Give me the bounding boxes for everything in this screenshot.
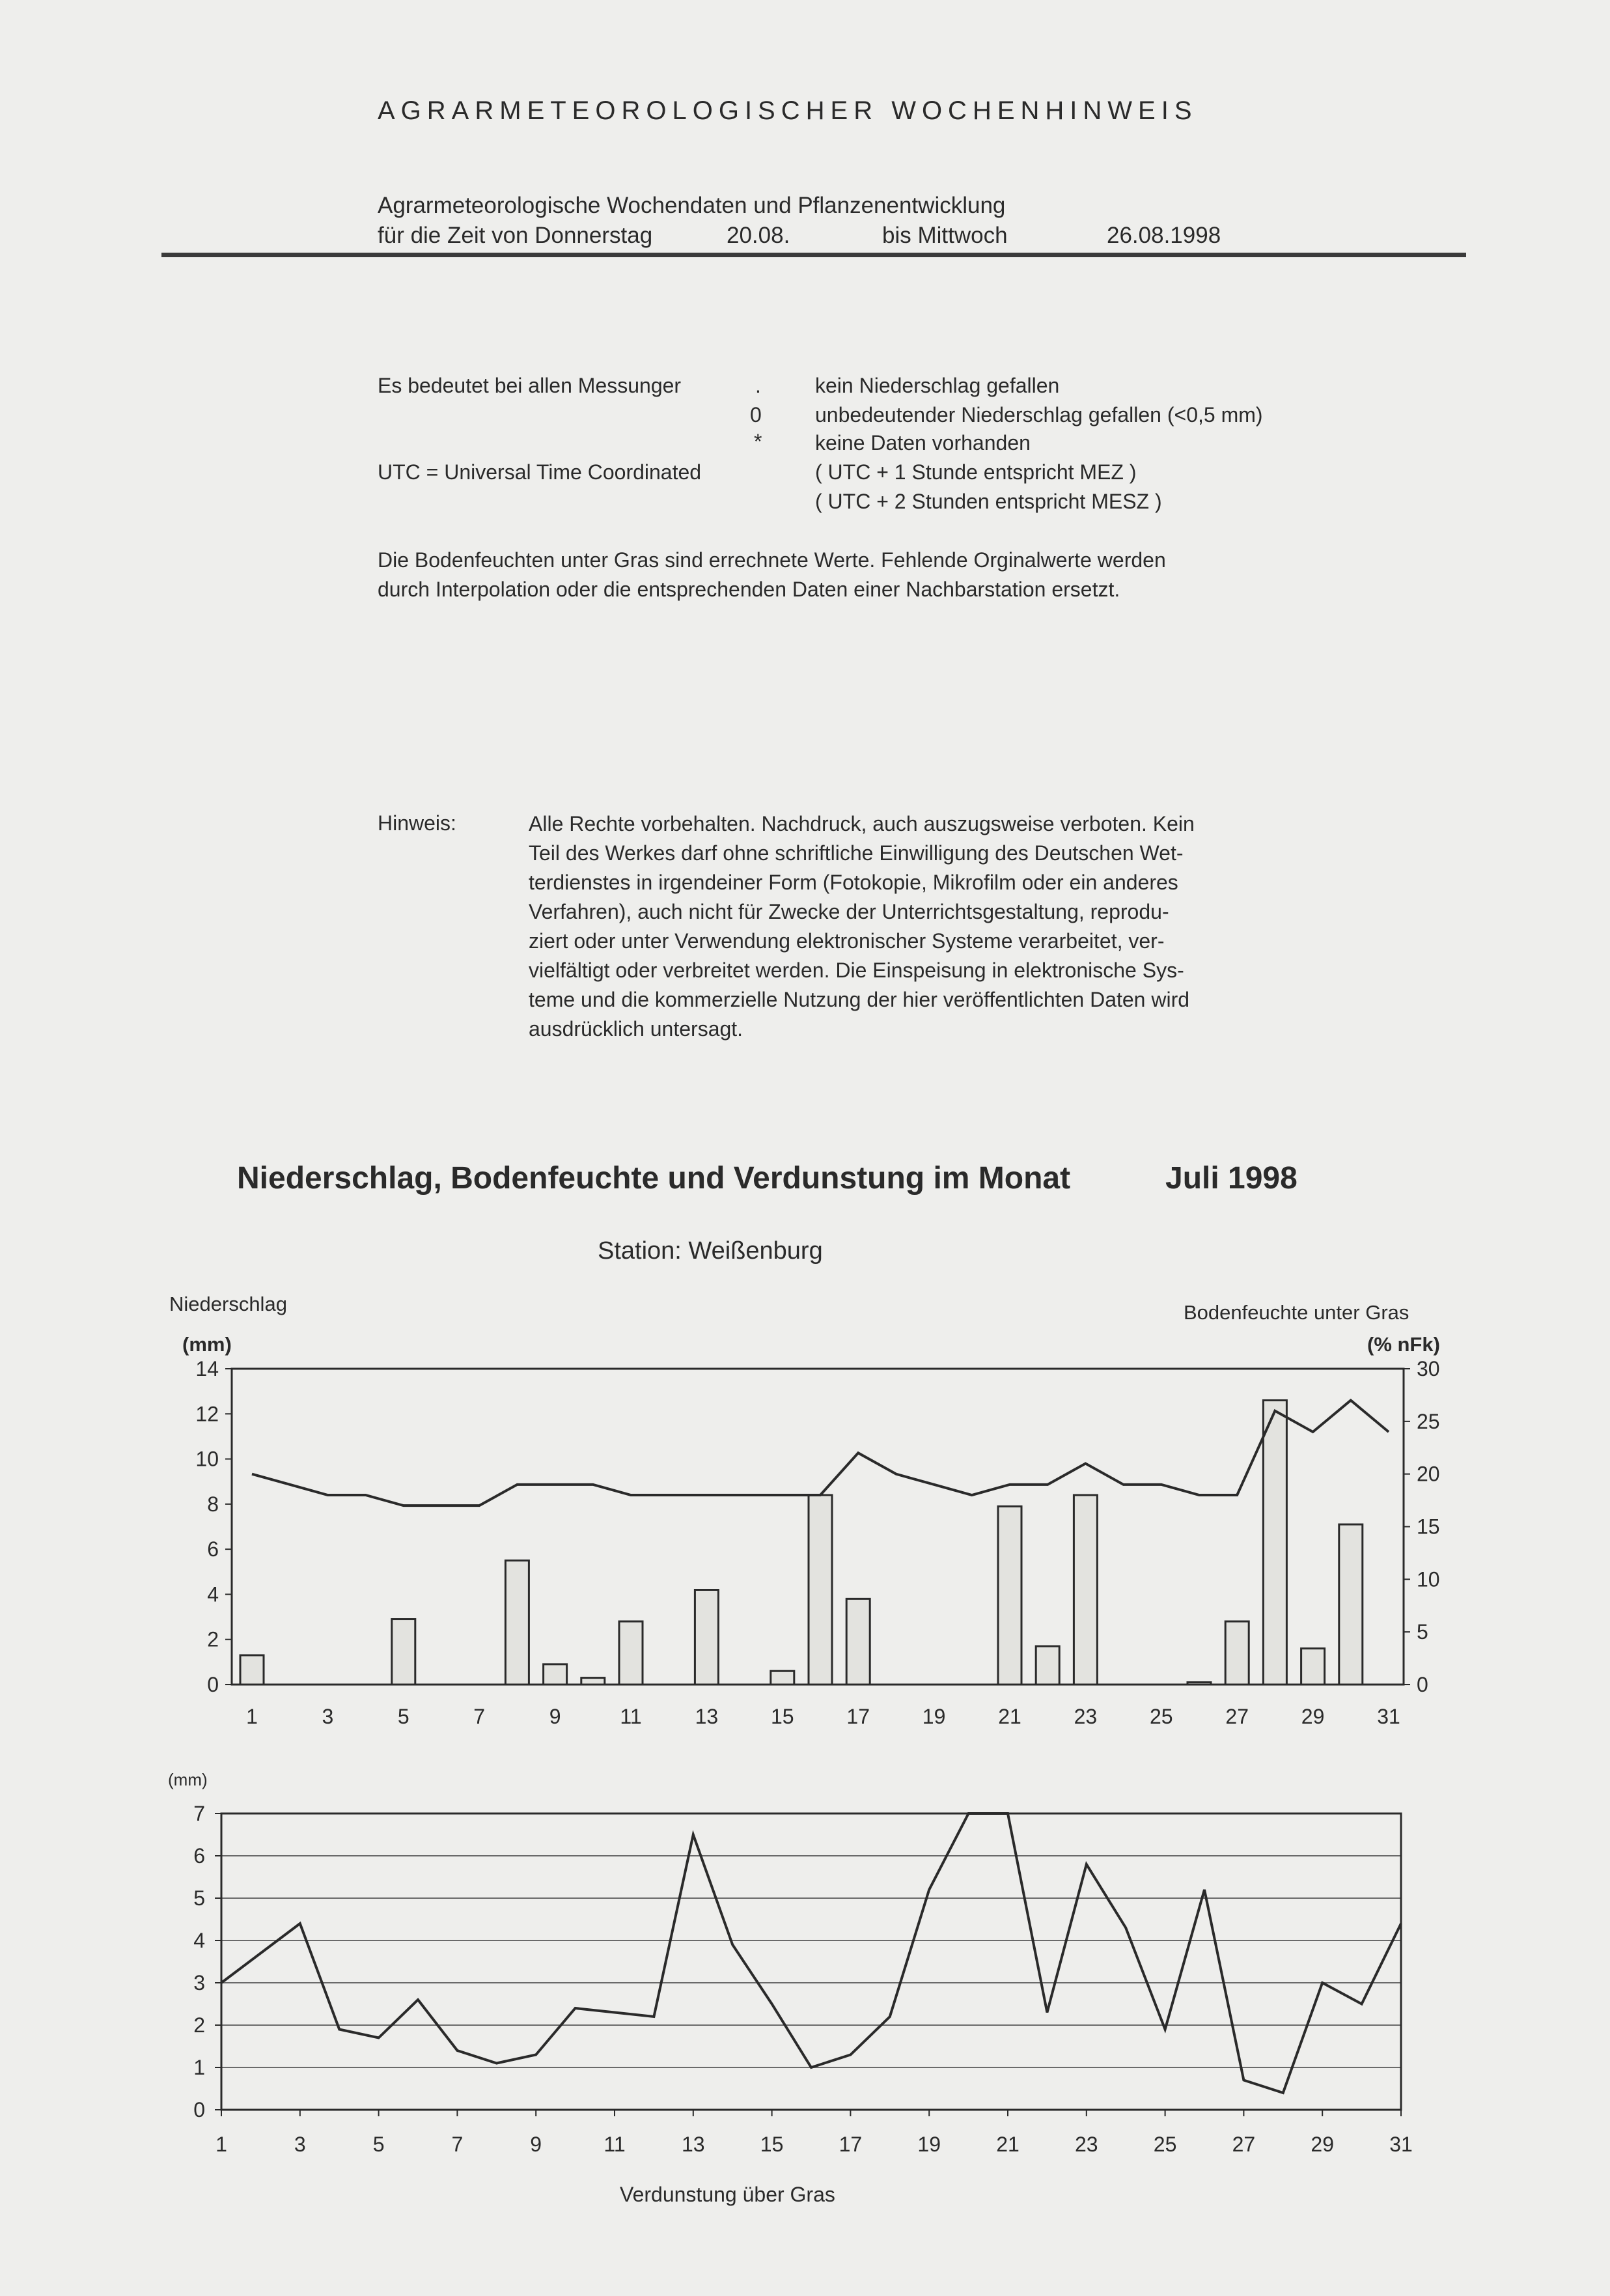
x-tick-label: 7 bbox=[451, 2133, 464, 2156]
hinweis-label: Hinweis: bbox=[378, 811, 456, 835]
precip-bar bbox=[1074, 1495, 1097, 1685]
x-tick-label: 27 bbox=[1225, 1705, 1249, 1728]
y2-tick-label: 5 bbox=[1417, 1620, 1428, 1644]
legend-text: kein Niederschlag gefallen bbox=[815, 374, 1060, 397]
precip-soil-chart bbox=[195, 1357, 1439, 1728]
precip-bar bbox=[240, 1655, 264, 1685]
hinweis-line: ziert oder unter Verwendung elektronischer Systeme verarbeitet, ver- bbox=[529, 929, 1165, 953]
precip-bar bbox=[581, 1678, 605, 1685]
utc-note: ( UTC + 1 Stunde entspricht MEZ ) bbox=[815, 460, 1137, 484]
precip-bar bbox=[1036, 1646, 1059, 1685]
precip-axis-label: Niederschlag bbox=[169, 1293, 287, 1315]
document-title: AGRARMETEOROLOGISCHER WOCHENHINWEIS bbox=[378, 96, 1198, 125]
evaporation-axis-unit: (mm) bbox=[168, 1770, 208, 1789]
precip-axis-unit: (mm) bbox=[182, 1333, 232, 1356]
utc-note: ( UTC + 2 Stunden entspricht MESZ ) bbox=[815, 490, 1162, 513]
chart-title: Niederschlag, Bodenfeuchte und Verdunstung im Monat bbox=[237, 1161, 1071, 1196]
x-tick-label: 5 bbox=[397, 1705, 409, 1728]
x-tick-label: 13 bbox=[695, 1705, 719, 1728]
x-tick-label: 31 bbox=[1377, 1705, 1400, 1728]
x-tick-label: 23 bbox=[1075, 2133, 1098, 2156]
period-prefix: für die Zeit von Donnerstag bbox=[378, 223, 653, 248]
x-tick-label: 9 bbox=[549, 1705, 561, 1728]
note-line: Die Bodenfeuchten unter Gras sind errechnete Werte. Fehlende Orginalwerte werden bbox=[378, 548, 1166, 572]
hinweis-line: terdienstes in irgendeiner Form (Fotokopie, Mikrofilm oder ein anderes bbox=[529, 871, 1178, 894]
y-tick-label: 7 bbox=[193, 1802, 205, 1825]
precip-bar bbox=[619, 1621, 643, 1685]
period-mid: bis Mittwoch bbox=[882, 223, 1008, 248]
station-label: Station: Weißenburg bbox=[598, 1237, 823, 1265]
x-tick-label: 13 bbox=[682, 2133, 705, 2156]
y-tick-label: 6 bbox=[207, 1537, 219, 1561]
x-tick-label: 17 bbox=[839, 2133, 863, 2156]
hinweis-line: ausdrücklich untersagt. bbox=[529, 1017, 743, 1041]
y-tick-label: 0 bbox=[207, 1673, 219, 1696]
evaporation-axis-label: Verdunstung über Gras bbox=[620, 2183, 835, 2206]
soil-moisture-axis-unit: (% nFk) bbox=[1367, 1333, 1440, 1356]
x-tick-label: 17 bbox=[846, 1705, 870, 1728]
precip-bar bbox=[695, 1590, 718, 1685]
x-tick-label: 23 bbox=[1074, 1705, 1098, 1728]
x-tick-label: 1 bbox=[246, 1705, 258, 1728]
x-tick-label: 7 bbox=[473, 1705, 486, 1728]
legend-symbol: . bbox=[755, 374, 761, 397]
hinweis-line: teme und die kommerzielle Nutzung der hier veröffentlichten Daten wird bbox=[529, 988, 1190, 1011]
y-tick-label: 2 bbox=[193, 2013, 205, 2037]
y-tick-label: 5 bbox=[193, 1886, 205, 1910]
precip-bar bbox=[544, 1664, 567, 1685]
y-tick-label: 8 bbox=[207, 1492, 219, 1516]
hinweis-line: Alle Rechte vorbehalten. Nachdruck, auch auszugsweise verboten. Kein bbox=[529, 812, 1195, 835]
precip-bar bbox=[998, 1506, 1021, 1685]
x-tick-label: 27 bbox=[1232, 2133, 1256, 2156]
y2-tick-label: 15 bbox=[1417, 1515, 1440, 1539]
x-tick-label: 11 bbox=[604, 2133, 626, 2156]
y2-tick-label: 20 bbox=[1417, 1462, 1440, 1486]
x-tick-label: 1 bbox=[215, 2133, 227, 2156]
y-tick-label: 2 bbox=[207, 1627, 219, 1651]
legend-text: keine Daten vorhanden bbox=[815, 431, 1031, 455]
precip-bar bbox=[1225, 1621, 1249, 1685]
y-tick-label: 0 bbox=[193, 2098, 205, 2121]
y2-tick-label: 0 bbox=[1417, 1673, 1428, 1696]
x-tick-label: 11 bbox=[620, 1705, 642, 1728]
utc-label: UTC = Universal Time Coordinated bbox=[378, 460, 702, 484]
hinweis-line: Teil des Werkes darf ohne schriftliche Einwilligung des Deutschen Wet- bbox=[529, 841, 1184, 865]
x-tick-label: 9 bbox=[530, 2133, 542, 2156]
hinweis-line: Verfahren), auch nicht für Zwecke der Unterrichtsgestaltung, reprodu- bbox=[529, 900, 1169, 923]
precip-bar bbox=[771, 1671, 794, 1685]
y-tick-label: 14 bbox=[195, 1357, 219, 1380]
x-tick-label: 21 bbox=[996, 2133, 1020, 2156]
x-tick-label: 19 bbox=[917, 2133, 941, 2156]
hinweis-line: vielfältigt oder verbreitet werden. Die Einspeisung in elektronische Sys- bbox=[529, 959, 1184, 982]
x-tick-label: 15 bbox=[760, 2133, 784, 2156]
y-tick-label: 4 bbox=[193, 1929, 205, 1952]
x-tick-label: 15 bbox=[771, 1705, 794, 1728]
y-tick-label: 3 bbox=[193, 1971, 205, 1995]
subtitle-line: Agrarmeteorologische Wochendaten und Pflanzenentwicklung bbox=[378, 193, 1006, 218]
y-tick-label: 10 bbox=[195, 1447, 219, 1471]
x-tick-label: 31 bbox=[1389, 2133, 1413, 2156]
soil-moisture-axis-label: Bodenfeuchte unter Gras bbox=[1184, 1301, 1409, 1324]
x-tick-label: 3 bbox=[322, 1705, 334, 1728]
x-tick-label: 29 bbox=[1301, 1705, 1325, 1728]
x-tick-label: 29 bbox=[1311, 2133, 1334, 2156]
x-tick-label: 19 bbox=[922, 1705, 946, 1728]
evaporation-chart bbox=[193, 1802, 1413, 2156]
x-tick-label: 5 bbox=[372, 2133, 385, 2156]
soil-moisture-line bbox=[252, 1401, 1389, 1506]
y-tick-label: 6 bbox=[193, 1844, 205, 1868]
precip-bar bbox=[392, 1619, 415, 1685]
x-tick-label: 25 bbox=[1153, 2133, 1177, 2156]
precip-bar bbox=[846, 1599, 870, 1685]
precip-bar bbox=[505, 1560, 529, 1685]
note-line: durch Interpolation oder die entsprechenden Daten einer Nachbarstation ersetzt. bbox=[378, 578, 1120, 601]
x-tick-label: 21 bbox=[998, 1705, 1021, 1728]
legend-symbol: * bbox=[754, 430, 762, 453]
x-tick-label: 3 bbox=[294, 2133, 306, 2156]
date-to: 26.08.1998 bbox=[1107, 223, 1221, 248]
precip-bar bbox=[1187, 1683, 1211, 1685]
precip-bar bbox=[1301, 1649, 1325, 1685]
chart-month: Juli 1998 bbox=[1165, 1161, 1298, 1196]
y-tick-label: 1 bbox=[193, 2056, 205, 2079]
x-tick-label: 25 bbox=[1150, 1705, 1173, 1728]
legend-intro: Es bedeutet bei allen Messunger bbox=[378, 374, 682, 397]
y-tick-label: 4 bbox=[207, 1582, 219, 1606]
legend-symbol: 0 bbox=[750, 403, 762, 427]
y-tick-label: 12 bbox=[195, 1402, 219, 1426]
y2-tick-label: 30 bbox=[1417, 1357, 1440, 1380]
precip-bar bbox=[1339, 1524, 1363, 1685]
y2-tick-label: 10 bbox=[1417, 1567, 1440, 1591]
precip-bar bbox=[809, 1495, 832, 1685]
precip-bar bbox=[1263, 1401, 1286, 1685]
legend-text: unbedeutender Niederschlag gefallen (<0,5 mm) bbox=[815, 403, 1263, 427]
y2-tick-label: 25 bbox=[1417, 1409, 1440, 1433]
date-from: 20.08. bbox=[727, 223, 790, 248]
